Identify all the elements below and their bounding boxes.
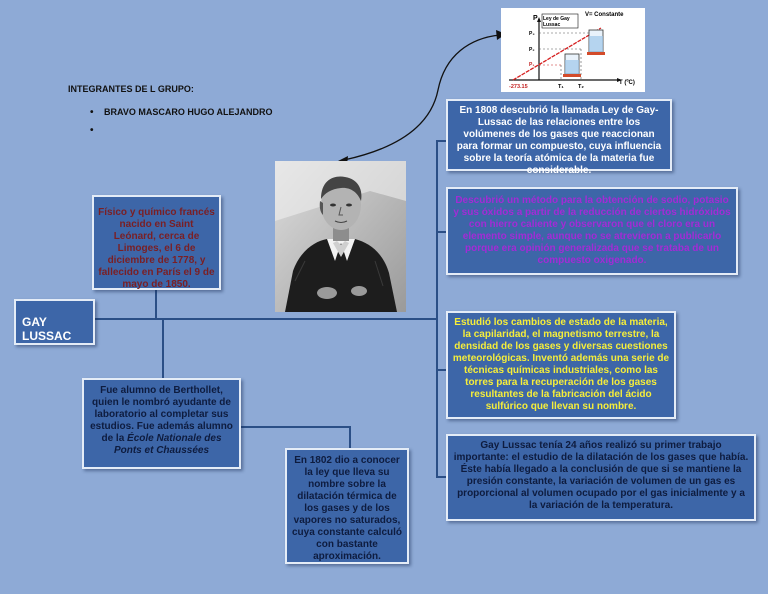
school-name: École Nationale des Ponts et Chaussées: [113, 433, 222, 456]
member-item: [68, 125, 273, 143]
title-box: GAY LUSSAC: [14, 299, 95, 345]
t1-label: T₁: [558, 84, 564, 90]
connector-law1802-vertical: [349, 426, 351, 448]
birth-box: [92, 195, 221, 290]
portrait-image: [275, 161, 406, 312]
box-first-work-text: Gay Lussac tenía 24 años realizó su primer trabajo importante: el estudio de la dilatación de los gases que había. Éste había llegado a la conclusión de que si se mantiene la presión constante, la variación de volumen de un gas es proporcional al volumen ocupado por el gas inicialmente y a la variación de la temperatura.: [453, 440, 749, 511]
connector-student-vertical: [162, 319, 164, 379]
member-list: [68, 107, 273, 143]
bullet-icon: •: [90, 107, 94, 118]
portrait-drawing: [275, 161, 406, 312]
t2-label: T₂: [578, 84, 584, 90]
v-constant-label: V= Constante: [585, 12, 624, 18]
box-first-work: [446, 434, 756, 521]
box-studies-text: Estudió los cambios de estado de la materia, la capilaridad, el magnetismo terrestre, la densidad de los gases y diversas cuestiones meteorológicas. Inventó además una serie de técnicas químicas industriales, como las torres para la recuperación de los gases resultantes de la fabricación del ácido sulfúrico que llevan su nombre.: [452, 317, 670, 412]
student-box: [82, 378, 241, 469]
birth-text: Físico y químico francés nacido en Saint Leónard, cerca de Limoges, el 6 de diciembre de 1778, y fallecido en París el 9 de mayo de 1850.: [98, 207, 215, 290]
connector-birth-vertical: [155, 290, 157, 319]
law-label-1: Ley de Gay: [543, 16, 570, 22]
law1802-box: [285, 448, 409, 564]
group-heading: INTEGRANTES DE L GRUPO:: [68, 84, 194, 94]
law-label-2: Lussac: [543, 22, 561, 28]
law-graph: [501, 8, 645, 92]
p-axis-label: P: [533, 15, 538, 22]
box-sodium-text: Descubrió un método para la obtención de sodio, potasio y sus óxidos a partir de la reducción de ciertos hidróxidos con hierro caliente y observaron que el cloro era un elemento simple, aunque no se atrevieron a publicarlo porque era opinión generalizada que se trataba de un compuesto oxigenado.: [453, 195, 731, 266]
p3-label: P₃: [529, 31, 535, 37]
t-axis-label: T (ºC): [619, 80, 635, 86]
zero-temp-label: -273.15: [509, 84, 528, 90]
connector-right-vertical: [436, 140, 438, 477]
box-sodium: [446, 187, 738, 275]
p1-label: P₁: [529, 62, 535, 68]
law1802-text: En 1802 dio a conocer la ley que lleva su nombre sobre la dilatación térmica de los gases y de los vapores no saturados, cuya constante calculó con bastante aproximación.: [291, 455, 403, 562]
box-studies: [446, 311, 676, 419]
member-item: [68, 107, 273, 125]
box-1808-text: En 1808 descubrió la llamada Ley de Gay-Lussac de las relaciones entre los volúmenes de los gases que reaccionan para formar un compuesto, cuya influencia sobre la teoría atómica de la materia fue considerable.: [456, 105, 662, 176]
member-name: BRAVO MASCARO HUGO ALEJANDRO: [104, 107, 273, 117]
connector-student-horizontal: [240, 426, 350, 428]
connector-main-horizontal: [95, 318, 437, 320]
p2-label: P₂: [529, 47, 535, 53]
box-1808: [446, 99, 672, 176]
student-text: Fue alumno de Berthollet, quien le nombró ayudante de laboratorio al completar sus estudios. Fue además alumno de la: [90, 385, 233, 444]
bullet-icon: •: [90, 125, 94, 136]
